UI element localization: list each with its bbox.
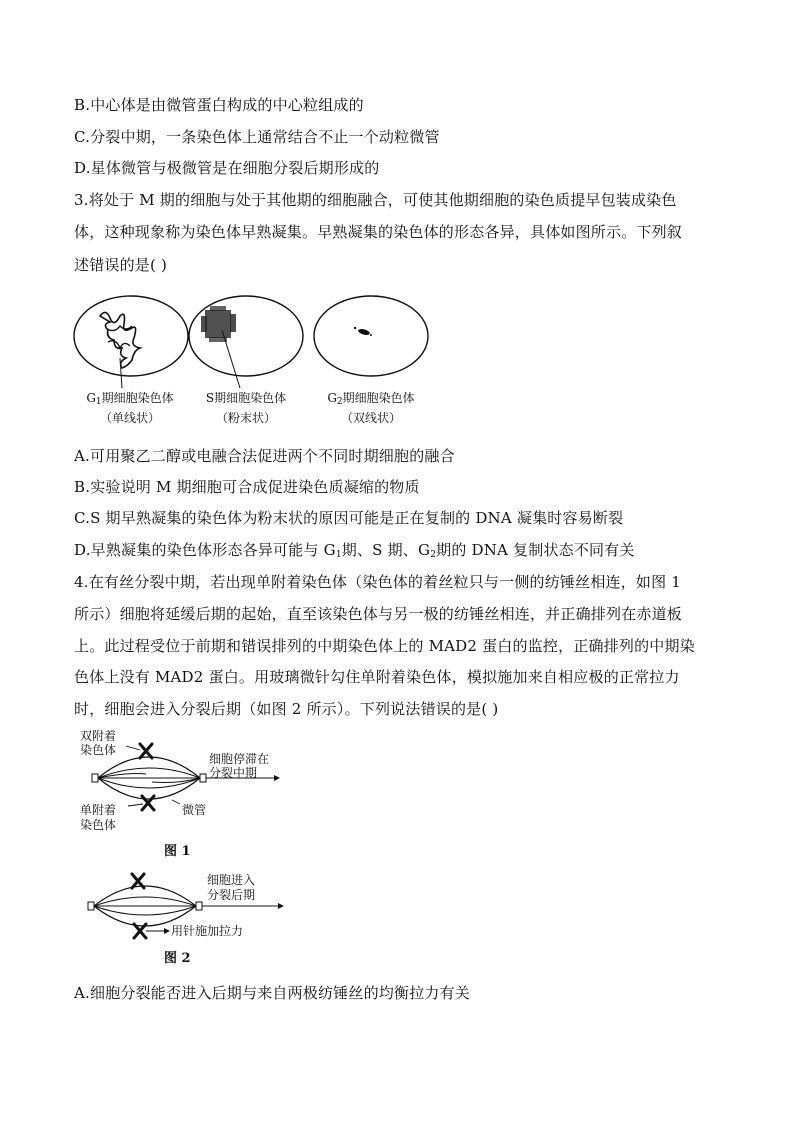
q4-stem-line2: 所示）细胞将延缓后期的起始，直至该染色体与另一极的纺锤丝相连，并正确排列在赤道板: [74, 605, 683, 623]
fig1-double-attached-line1: 双附着: [80, 729, 117, 743]
q4-stem-line5: 时，细胞会进入分裂后期（如图 2 所示）。下列说法错误的是( ): [74, 700, 499, 718]
q3-stem-line3: 述错误的是( ): [74, 256, 168, 274]
g1-cell: [74, 296, 188, 376]
single-attached-chromosome: [142, 796, 154, 810]
g2-chromosome-double: [354, 327, 372, 336]
fig2-caption: 图 2: [164, 951, 191, 966]
fig1-microtubule-label: 微管: [182, 803, 207, 817]
fig1-arrest-line2: 分裂中期: [209, 766, 258, 780]
q3-option-a: A.可用聚乙二醇或电融合法促进两个不同时期细胞的融合: [74, 447, 455, 465]
q3-cells-figure: [72, 288, 472, 398]
s-cell-label: S期细胞染色体: [205, 391, 287, 405]
q3-option-c: C.S 期早熟凝集的染色体为粉末状的原因可能是正在复制的 DNA 凝集时容易断裂: [74, 509, 624, 527]
g2-cell-shape: （双线状）: [340, 411, 401, 425]
s-chromosome-powder: [201, 306, 236, 342]
g1-cell-label: $G_1$期细胞染色体: [86, 391, 174, 407]
q4-stem-line4: 色体上没有 MAD2 蛋白。用玻璃微针勾住单附着染色体，模拟施加来自相应极的正常拉力: [74, 668, 680, 686]
s-pointer-line: [222, 330, 240, 388]
q2-option-c: C.分裂中期，一条染色体上通常结合不止一个动粒微管: [74, 128, 440, 146]
fig2-enter-line2: 分裂后期: [207, 888, 256, 902]
q4-stem-line3: 上。此过程受位于前期和错误排列的中期染色体上的 MAD2 蛋白的监控，正确排列的中期染: [74, 637, 695, 655]
fig1-arrest-line1: 细胞停滞在: [209, 752, 270, 766]
fig1-spindle: [88, 728, 288, 838]
fig1-double-attached-line2: 染色体: [80, 743, 117, 757]
fig1-caption: 图 1: [164, 844, 191, 859]
q3-option-b: B.实验说明 M 期细胞可合成促进染色质凝缩的物质: [74, 478, 420, 496]
q2-option-b: B.中心体是由微管蛋白构成的中心粒组成的: [74, 96, 364, 114]
q4-option-a: A.细胞分裂能否进入后期与来自两极纺锤丝的均衡拉力有关: [74, 984, 471, 1002]
fig1-single-attached-line2: 染色体: [80, 818, 117, 832]
q2-option-d: D.星体微管与极微管是在细胞分裂后期形成的: [74, 159, 380, 177]
fig2-enter-line1: 细胞进入: [207, 873, 256, 887]
q3-option-d: D.早熟凝集的染色体形态各异可能与 $G_1$期、S 期、$G_2$期的 DNA 复制状态不同有关: [74, 541, 635, 560]
s-cell-shape: （粉末状）: [215, 411, 276, 425]
q3-stem-line1: 3.将处于 M 期的细胞与处于其他期的细胞融合，可使其他期细胞的染色质提早包装成染色: [74, 191, 677, 209]
q3-stem-line2: 体，这种现象称为染色体早熟凝集。早熟凝集的染色体的形态各异，具体如图所示。下列叙: [74, 223, 683, 241]
double-attached-chromosome: [140, 744, 152, 758]
fig2-needle-label: 用针施加拉力: [171, 924, 244, 938]
g1-cell-shape: （单线状）: [99, 411, 160, 425]
q4-stem-line1: 4.在有丝分裂中期，若出现单附着染色体（染色体的着丝粒只与一侧的纺锤丝相连，如图 1: [74, 573, 682, 591]
g2-cell-label: $G_2$期细胞染色体: [327, 391, 415, 407]
fig1-single-attached-line1: 单附着: [80, 803, 117, 817]
